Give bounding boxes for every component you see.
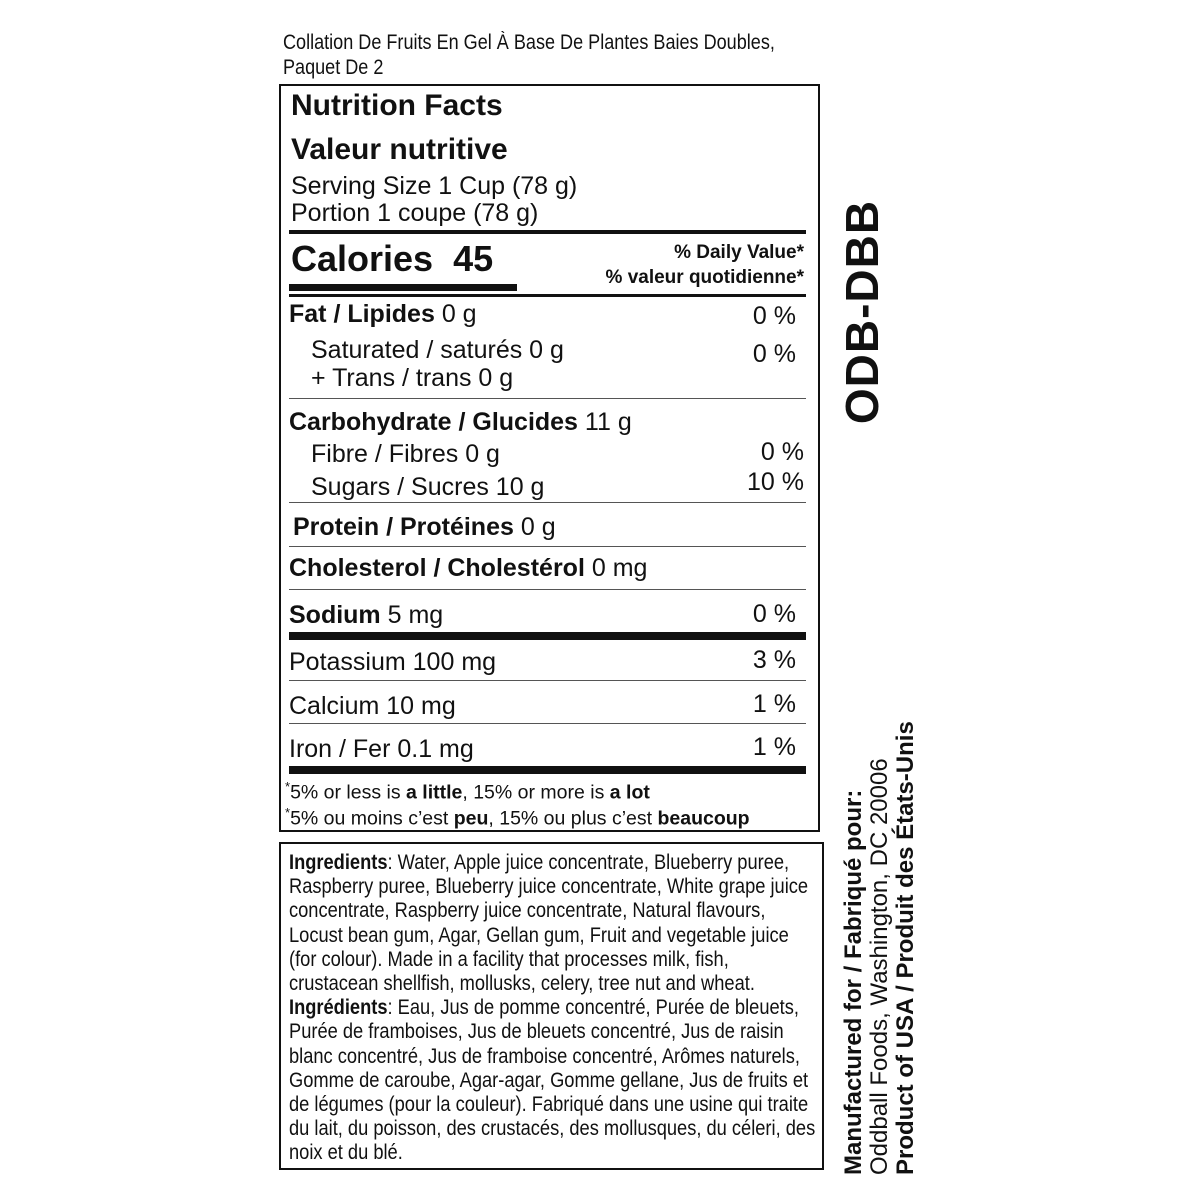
nutrition-title-en: Nutrition Facts xyxy=(291,89,503,122)
potassium-dv: 3 % xyxy=(752,646,796,674)
product-code: ODB-DBB xyxy=(836,199,888,425)
product-title: Collation De Fruits En Gel À Base De Plantes Baies Doubles, Paquet De 2 xyxy=(283,31,775,79)
divider xyxy=(289,502,806,503)
daily-value-header-fr: % valeur quotidienne* xyxy=(605,267,804,288)
calories-label: Calories xyxy=(291,238,434,279)
sugars-row: Sugars / Sucres 10 g xyxy=(311,473,545,501)
sodium-row xyxy=(289,601,443,630)
calories-underline xyxy=(289,284,517,291)
ingredients-text xyxy=(289,850,816,1165)
protein-row xyxy=(293,513,556,542)
manufacturer-info xyxy=(841,675,919,1175)
ingredients-list-fr: : Eau, Jus de pomme concentré, Purée de bleuets, Purée de framboises, Jus de bleuets concentré, Jus de raisin blanc concentré, Jus de framboise concentré, Arômes naturels, Gomme de caroube, Agar-agar, Gomme gellane, Jus de fruits et de légumes (pour la couleur). Fabriqué dans une usine qui traite du lait, du poisson, des crustacés, des mollusques, du céleri, des noix et du blé. xyxy=(289,995,816,1165)
divider xyxy=(289,546,806,547)
carbohydrate-label: Carbohydrate / Glucides xyxy=(289,408,578,436)
ingredients-panel xyxy=(279,842,824,1170)
thick-divider xyxy=(289,632,806,640)
serving-size-en: Serving Size 1 Cup (78 g) xyxy=(291,172,578,200)
carbohydrate-amount: 11 g xyxy=(584,408,632,436)
protein-amount: 0 g xyxy=(520,513,556,541)
fat-row xyxy=(289,300,477,329)
cholesterol-label: Cholesterol / Cholestérol xyxy=(289,554,585,582)
thick-divider xyxy=(289,230,806,234)
fat-label: Fat / Lipides xyxy=(289,300,435,328)
daily-value-header-en: % Daily Value* xyxy=(674,242,804,263)
header-divider xyxy=(289,294,806,297)
divider xyxy=(289,723,806,724)
thick-divider xyxy=(289,766,806,774)
cholesterol-row xyxy=(289,554,647,583)
manufacturer-address: Oddball Foods, Washington, DC 20006 xyxy=(866,758,893,1175)
iron-row: Iron / Fer 0.1 mg xyxy=(289,735,474,763)
nutrition-title-fr: Valeur nutritive xyxy=(291,133,508,166)
footnote-fr: *5% ou moins c’est peu, 15% ou plus c’est beaucoup xyxy=(285,805,750,830)
country-of-origin: Product of USA / Produit des États-Unis xyxy=(892,721,919,1175)
fibre-dv: 0 % xyxy=(760,438,804,466)
ingredients-label-fr: Ingrédients xyxy=(289,995,388,1020)
calcium-row: Calcium 10 mg xyxy=(289,692,456,720)
nutrition-facts-panel xyxy=(279,84,820,832)
manufactured-for-label: Manufactured for / Fabriqué pour: xyxy=(840,789,867,1175)
iron-dv: 1 % xyxy=(752,733,796,761)
sodium-dv: 0 % xyxy=(752,600,796,628)
divider xyxy=(289,589,806,590)
carbohydrate-row xyxy=(289,408,632,437)
calories-value: 45 xyxy=(453,238,494,279)
calories-row xyxy=(291,238,493,280)
ingredients-list-en: : Water, Apple juice concentrate, Blueberry puree, Raspberry puree, Blueberry juice concentrate, White grape juice concentrate, Raspberry juice concentrate, Natural flavours, Locust bean gum, Agar, Gellan gum, Fruit and vegetable juice (for colour). Made in a facility that processes milk, fish, crustacean shellfish, mollusks, celery, tree nut and wheat. xyxy=(289,850,809,996)
fat-amount: 0 g xyxy=(441,300,477,328)
footnote-en: *5% or less is a little, 15% or more is a lot xyxy=(285,779,650,804)
cholesterol-amount: 0 mg xyxy=(591,554,648,582)
divider xyxy=(289,680,806,681)
potassium-row: Potassium 100 mg xyxy=(289,648,497,676)
serving-size-fr: Portion 1 coupe (78 g) xyxy=(291,199,539,227)
fat-dv: 0 % xyxy=(752,302,796,330)
sodium-amount: 5 mg xyxy=(387,601,444,629)
protein-label: Protein / Protéines xyxy=(293,513,514,541)
saturated-dv: 0 % xyxy=(752,340,796,368)
divider xyxy=(289,398,806,399)
sugars-dv: 10 % xyxy=(747,468,804,496)
sodium-label: Sodium xyxy=(289,601,381,629)
trans-row: + Trans / trans 0 g xyxy=(311,364,514,392)
calcium-dv: 1 % xyxy=(752,690,796,718)
fibre-row: Fibre / Fibres 0 g xyxy=(311,440,500,468)
ingredients-label-en: Ingredients xyxy=(289,850,388,874)
saturated-row: Saturated / saturés 0 g xyxy=(311,336,564,364)
